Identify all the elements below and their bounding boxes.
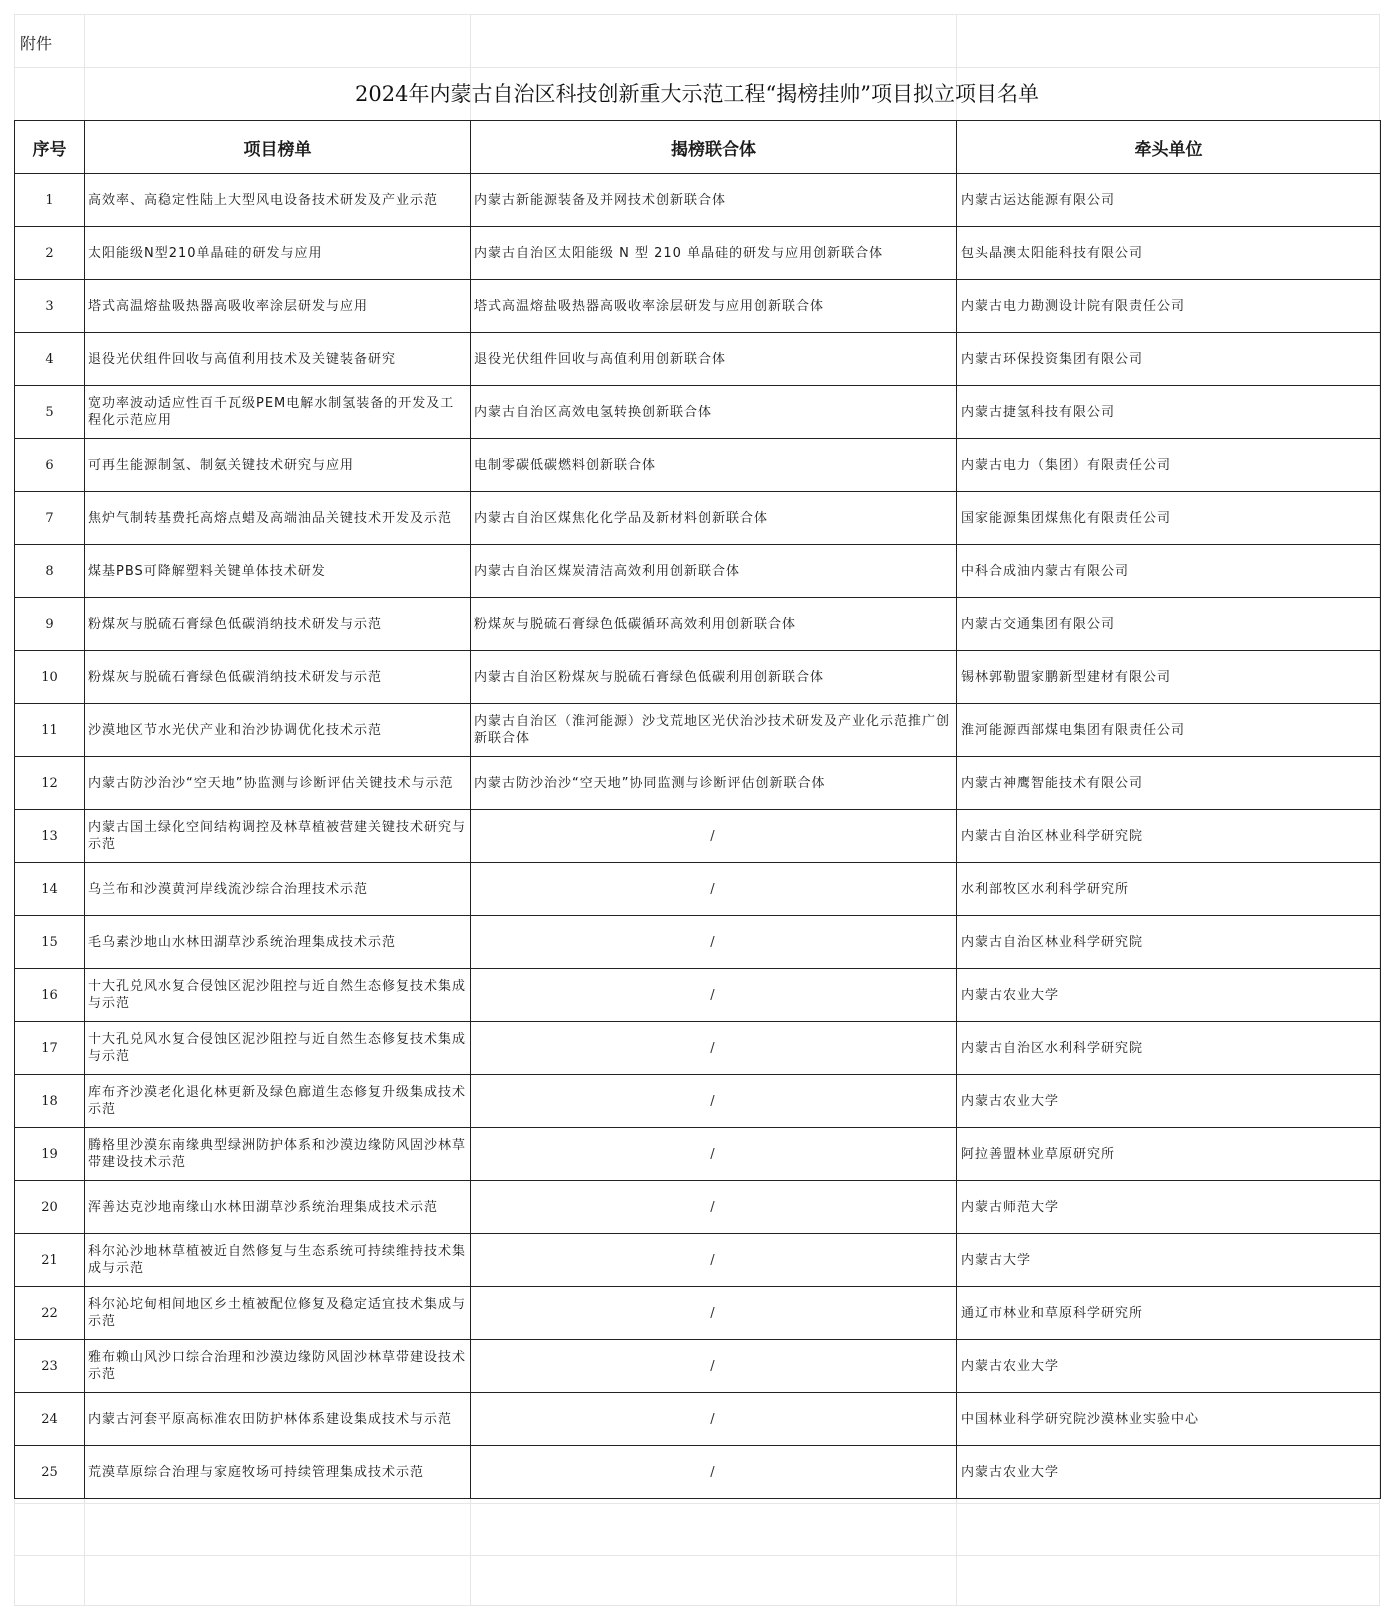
- cell-lead: 内蒙古环保投资集团有限公司: [957, 333, 1381, 386]
- cell-lead: 通辽市林业和草原科学研究所: [957, 1287, 1381, 1340]
- cell-project: 内蒙古河套平原高标准农田防护林体系建设集成技术与示范: [85, 1393, 471, 1446]
- cell-project: 沙漠地区节水光伏产业和治沙协调优化技术示范: [85, 704, 471, 757]
- cell-union: /: [471, 1393, 957, 1446]
- cell-project: 腾格里沙漠东南缘典型绿洲防护体系和沙漠边缘防风固沙林草带建设技术示范: [85, 1128, 471, 1181]
- cell-project: 毛乌素沙地山水林田湖草沙系统治理集成技术示范: [85, 916, 471, 969]
- cell-seq: 20: [15, 1181, 85, 1234]
- cell-project: 荒漠草原综合治理与家庭牧场可持续管理集成技术示范: [85, 1446, 471, 1499]
- cell-union: 退役光伏组件回收与高值利用创新联合体: [471, 333, 957, 386]
- cell-seq: 18: [15, 1075, 85, 1128]
- cell-project: 粉煤灰与脱硫石膏绿色低碳消纳技术研发与示范: [85, 651, 471, 704]
- table-row: [15, 598, 1381, 651]
- cell-seq: 25: [15, 1446, 85, 1499]
- table-row: [15, 1022, 1381, 1075]
- table-row: [15, 386, 1381, 439]
- cell-project: 库布齐沙漠老化退化林更新及绿色廊道生态修复升级集成技术示范: [85, 1075, 471, 1128]
- cell-seq: 10: [15, 651, 85, 704]
- cell-seq: 23: [15, 1340, 85, 1393]
- cell-union: /: [471, 1340, 957, 1393]
- cell-seq: 11: [15, 704, 85, 757]
- cell-seq: 12: [15, 757, 85, 810]
- cell-lead: 中国林业科学研究院沙漠林业实验中心: [957, 1393, 1381, 1446]
- cell-project: 太阳能级N型210单晶硅的研发与应用: [85, 227, 471, 280]
- table-row: [15, 174, 1381, 227]
- cell-project: 内蒙古国土绿化空间结构调控及林草植被营建关键技术研究与示范: [85, 810, 471, 863]
- cell-union: 内蒙古新能源装备及并网技术创新联合体: [471, 174, 957, 227]
- cell-union: /: [471, 1181, 957, 1234]
- cell-lead: 内蒙古农业大学: [957, 1075, 1381, 1128]
- table-row: [15, 916, 1381, 969]
- cell-lead: 内蒙古自治区水利科学研究院: [957, 1022, 1381, 1075]
- table-row: [15, 757, 1381, 810]
- cell-seq: 15: [15, 916, 85, 969]
- table-row: [15, 439, 1381, 492]
- table-row: [15, 492, 1381, 545]
- table-row: [15, 545, 1381, 598]
- page-title: 2024年内蒙古自治区科技创新重大示范工程“揭榜挂帅”项目拟立项目名单: [355, 82, 1039, 106]
- cell-lead: 水利部牧区水利科学研究所: [957, 863, 1381, 916]
- cell-seq: 8: [15, 545, 85, 598]
- cell-project: 内蒙古防沙治沙“空天地”协监测与诊断评估关键技术与示范: [85, 757, 471, 810]
- cell-lead: 内蒙古农业大学: [957, 969, 1381, 1022]
- header-union: 揭榜联合体: [471, 121, 957, 174]
- table-row: [15, 1128, 1381, 1181]
- cell-seq: 7: [15, 492, 85, 545]
- cell-project: 十大孔兑风水复合侵蚀区泥沙阻控与近自然生态修复技术集成与示范: [85, 1022, 471, 1075]
- header-seq: 序号: [15, 121, 85, 174]
- cell-project: 高效率、高稳定性陆上大型风电设备技术研发及产业示范: [85, 174, 471, 227]
- table-row: [15, 1340, 1381, 1393]
- table-row: [15, 969, 1381, 1022]
- cell-seq: 4: [15, 333, 85, 386]
- cell-project: 煤基PBS可降解塑料关键单体技术研发: [85, 545, 471, 598]
- cell-project: 科尔沁沙地林草植被近自然修复与生态系统可持续维持技术集成与示范: [85, 1234, 471, 1287]
- cell-union: 内蒙古防沙治沙“空天地”协同监测与诊断评估创新联合体: [471, 757, 957, 810]
- table-body: [15, 174, 1381, 1499]
- cell-union: 粉煤灰与脱硫石膏绿色低碳循环高效利用创新联合体: [471, 598, 957, 651]
- cell-lead: 内蒙古电力（集团）有限责任公司: [957, 439, 1381, 492]
- cell-lead: 锡林郭勒盟家鹏新型建材有限公司: [957, 651, 1381, 704]
- project-list-table: [14, 120, 1381, 1499]
- cell-seq: 21: [15, 1234, 85, 1287]
- attachment-label: 附件: [20, 34, 53, 53]
- table-row: [15, 1075, 1381, 1128]
- cell-union: 内蒙古自治区（淮河能源）沙戈荒地区光伏治沙技术研发及产业化示范推广创新联合体: [471, 704, 957, 757]
- cell-lead: 内蒙古农业大学: [957, 1340, 1381, 1393]
- cell-lead: 淮河能源西部煤电集团有限责任公司: [957, 704, 1381, 757]
- cell-union: 内蒙古自治区粉煤灰与脱硫石膏绿色低碳利用创新联合体: [471, 651, 957, 704]
- cell-lead: 国家能源集团煤焦化有限责任公司: [957, 492, 1381, 545]
- cell-lead: 内蒙古运达能源有限公司: [957, 174, 1381, 227]
- cell-seq: 13: [15, 810, 85, 863]
- cell-seq: 16: [15, 969, 85, 1022]
- table-row: [15, 227, 1381, 280]
- table-header-row: [15, 121, 1381, 174]
- table-row: [15, 704, 1381, 757]
- cell-lead: 内蒙古电力勘测设计院有限责任公司: [957, 280, 1381, 333]
- cell-union: 电制零碳低碳燃料创新联合体: [471, 439, 957, 492]
- cell-lead: 内蒙古农业大学: [957, 1446, 1381, 1499]
- cell-seq: 1: [15, 174, 85, 227]
- cell-project: 雅布赖山风沙口综合治理和沙漠边缘防风固沙林草带建设技术示范: [85, 1340, 471, 1393]
- cell-lead: 中科合成油内蒙古有限公司: [957, 545, 1381, 598]
- cell-union: 内蒙古自治区煤炭清洁高效利用创新联合体: [471, 545, 957, 598]
- cell-lead: 包头晶澳太阳能科技有限公司: [957, 227, 1381, 280]
- cell-seq: 22: [15, 1287, 85, 1340]
- cell-seq: 19: [15, 1128, 85, 1181]
- cell-project: 焦炉气制转基费托高熔点蜡及高端油品关键技术开发及示范: [85, 492, 471, 545]
- cell-union: 内蒙古自治区煤焦化化学品及新材料创新联合体: [471, 492, 957, 545]
- table-row: [15, 1234, 1381, 1287]
- cell-project: 十大孔兑风水复合侵蚀区泥沙阻控与近自然生态修复技术集成与示范: [85, 969, 471, 1022]
- cell-union: /: [471, 1287, 957, 1340]
- cell-seq: 6: [15, 439, 85, 492]
- cell-lead: 内蒙古神鹰智能技术有限公司: [957, 757, 1381, 810]
- header-lead: 牵头单位: [957, 121, 1381, 174]
- cell-union: 内蒙古自治区高效电氢转换创新联合体: [471, 386, 957, 439]
- cell-project: 科尔沁坨甸相间地区乡土植被配位修复及稳定适宜技术集成与示范: [85, 1287, 471, 1340]
- cell-lead: 内蒙古大学: [957, 1234, 1381, 1287]
- cell-project: 浑善达克沙地南缘山水林田湖草沙系统治理集成技术示范: [85, 1181, 471, 1234]
- table-row: [15, 1181, 1381, 1234]
- table-row: [15, 1393, 1381, 1446]
- cell-union: /: [471, 1022, 957, 1075]
- cell-union: /: [471, 969, 957, 1022]
- table-row: [15, 333, 1381, 386]
- cell-lead: 内蒙古交通集团有限公司: [957, 598, 1381, 651]
- header-project: 项目榜单: [85, 121, 471, 174]
- cell-union: 内蒙古自治区太阳能级 N 型 210 单晶硅的研发与应用创新联合体: [471, 227, 957, 280]
- table-row: [15, 280, 1381, 333]
- cell-seq: 2: [15, 227, 85, 280]
- cell-project: 粉煤灰与脱硫石膏绿色低碳消纳技术研发与示范: [85, 598, 471, 651]
- cell-union: /: [471, 863, 957, 916]
- cell-lead: 内蒙古自治区林业科学研究院: [957, 916, 1381, 969]
- cell-union: /: [471, 810, 957, 863]
- cell-lead: 内蒙古捷氢科技有限公司: [957, 386, 1381, 439]
- cell-seq: 17: [15, 1022, 85, 1075]
- cell-union: /: [471, 1075, 957, 1128]
- cell-union: /: [471, 1234, 957, 1287]
- cell-project: 乌兰布和沙漠黄河岸线流沙综合治理技术示范: [85, 863, 471, 916]
- cell-seq: 14: [15, 863, 85, 916]
- table-row: [15, 1287, 1381, 1340]
- cell-seq: 5: [15, 386, 85, 439]
- cell-seq: 3: [15, 280, 85, 333]
- cell-lead: 阿拉善盟林业草原研究所: [957, 1128, 1381, 1181]
- table-row: [15, 651, 1381, 704]
- cell-union: /: [471, 1446, 957, 1499]
- cell-project: 塔式高温熔盐吸热器高吸收率涂层研发与应用: [85, 280, 471, 333]
- cell-seq: 24: [15, 1393, 85, 1446]
- cell-project: 退役光伏组件回收与高值利用技术及关键装备研究: [85, 333, 471, 386]
- cell-project: 宽功率波动适应性百千瓦级PEM电解水制氢装备的开发及工程化示范应用: [85, 386, 471, 439]
- cell-seq: 9: [15, 598, 85, 651]
- cell-project: 可再生能源制氢、制氨关键技术研究与应用: [85, 439, 471, 492]
- cell-union: /: [471, 916, 957, 969]
- cell-lead: 内蒙古师范大学: [957, 1181, 1381, 1234]
- cell-union: 塔式高温熔盐吸热器高吸收率涂层研发与应用创新联合体: [471, 280, 957, 333]
- cell-union: /: [471, 1128, 957, 1181]
- table-row: [15, 1446, 1381, 1499]
- table-row: [15, 810, 1381, 863]
- table-row: [15, 863, 1381, 916]
- cell-lead: 内蒙古自治区林业科学研究院: [957, 810, 1381, 863]
